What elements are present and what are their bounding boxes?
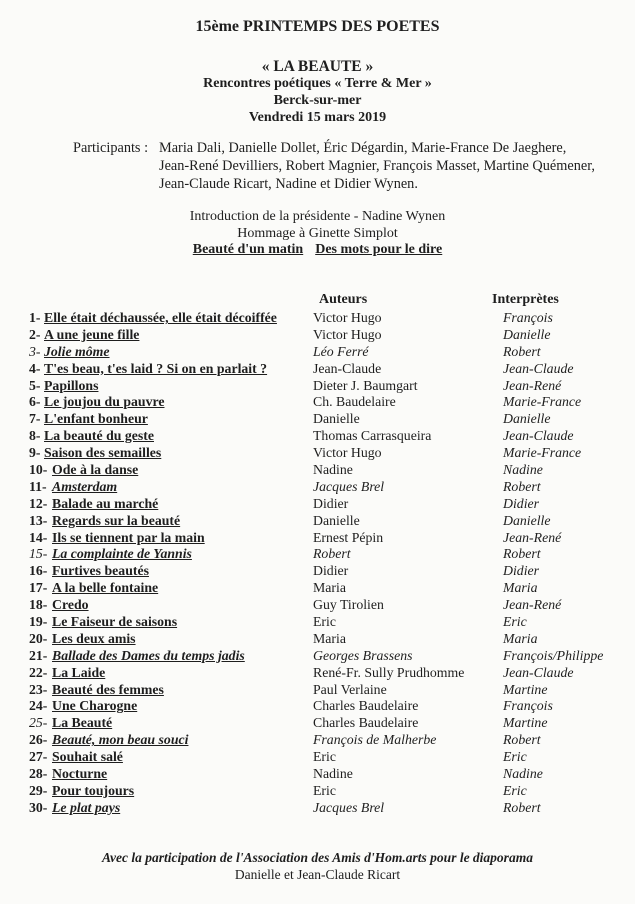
poem-title: Balade au marché <box>52 495 159 511</box>
programme-row <box>0 682 635 699</box>
poem-title: Jolie môme <box>44 343 110 359</box>
programme-row <box>0 513 635 530</box>
poem-performer: Nadine <box>503 462 543 478</box>
poem-author: Maria <box>313 580 346 596</box>
programme-row <box>0 665 635 682</box>
programme-row <box>0 749 635 766</box>
programme-row <box>0 310 635 327</box>
programme-number: 29- <box>29 782 48 798</box>
performers-column-header: Interprètes <box>492 292 559 307</box>
poem-performer: Martine <box>503 681 548 697</box>
programme-row <box>0 766 635 783</box>
programme-row <box>0 361 635 378</box>
poem-performer: Robert <box>503 343 541 359</box>
programme-number: 10- <box>29 462 48 478</box>
poem-title: Furtives beautés <box>52 563 149 579</box>
programme-number: 26- <box>29 732 48 748</box>
poem-author: Maria <box>313 630 346 646</box>
poem-performer: Maria <box>503 630 538 646</box>
programme-list <box>0 310 635 817</box>
poem-title: Ballade des Dames du temps jadis <box>52 647 245 663</box>
programme-number: 16- <box>29 563 48 579</box>
programme-number: 30- <box>29 799 48 815</box>
poem-author: Charles Baudelaire <box>313 698 419 714</box>
poem-performer: Danielle <box>503 411 551 427</box>
poem-author: François de Malherbe <box>313 732 437 748</box>
poem-performer: François <box>503 698 553 714</box>
programme-row <box>0 715 635 732</box>
poem-performer: Robert <box>503 732 541 748</box>
intro-tribute: Hommage à Ginette Simplot <box>237 226 398 241</box>
poem-performer: Jean-René <box>503 377 562 393</box>
poem-author: Ch. Baudelaire <box>313 394 396 410</box>
poem-author: Eric <box>313 749 336 765</box>
programme-number: 23- <box>29 681 48 697</box>
poem-author: René-Fr. Sully Prudhomme <box>313 664 465 680</box>
programme-number: 1- <box>29 310 41 325</box>
poem-performer: Danielle <box>503 326 551 342</box>
poem-title: La beauté du geste <box>44 428 154 444</box>
programme-number: 17- <box>29 580 48 596</box>
poem-author: Jacques Brel <box>313 478 385 494</box>
poem-title: Regards sur la beauté <box>52 512 181 528</box>
poem-performer: Didier <box>503 563 540 579</box>
poem-author: Thomas Carrasqueira <box>313 428 432 444</box>
poem-performer: Marie-France <box>503 445 582 461</box>
programme-row <box>0 563 635 580</box>
programme-row <box>0 445 635 462</box>
programme-row <box>0 614 635 631</box>
poem-title: Le joujou du pauvre <box>44 394 165 410</box>
poem-author: Eric <box>313 782 336 798</box>
poem-title: Une Charogne <box>52 698 138 714</box>
poem-title: Saison des semailles <box>44 445 162 461</box>
poem-title: Ode à la danse <box>52 462 139 478</box>
poem-author: Didier <box>313 563 349 579</box>
intro-title-link: Beauté d'un matin <box>192 242 304 257</box>
poem-author: Georges Brassens <box>313 647 413 663</box>
poem-title: A une jeune fille <box>44 326 140 342</box>
programme-number: 7- <box>29 411 41 427</box>
poem-author: Dieter J. Baumgart <box>313 377 418 393</box>
poem-title: Les deux amis <box>52 630 136 646</box>
poem-performer: Eric <box>503 614 527 630</box>
poem-performer: Martine <box>503 715 548 731</box>
programme-row <box>0 378 635 395</box>
poem-performer: Marie-France <box>503 394 582 410</box>
programme-row <box>0 394 635 411</box>
programme-number: 22- <box>29 664 48 680</box>
edition-title: 15ème PRINTEMPS DES POETES <box>195 18 440 35</box>
poem-performer: Jean-Claude <box>503 428 574 444</box>
programme-row <box>0 698 635 715</box>
poem-author: Danielle <box>313 512 360 528</box>
event-date: Vendredi 15 mars 2019 <box>248 110 387 125</box>
poem-title: La Laide <box>52 664 106 680</box>
poem-title: Papillons <box>44 377 99 393</box>
poem-title: Ils se tiennent par la main <box>52 529 205 545</box>
participants-line: Jean-Claude Ricart, Nadine et Didier Wynen. <box>159 176 418 192</box>
programme-number: 15- <box>29 546 48 562</box>
poem-title: A la belle fontaine <box>52 580 159 596</box>
programme-row <box>0 530 635 547</box>
programme-number: 3- <box>29 343 41 359</box>
authors-column-header: Auteurs <box>319 292 368 307</box>
programme-row <box>0 800 635 817</box>
poem-title: T'es beau, t'es laid ? Si on en parlait ? <box>44 360 268 376</box>
intro-title-link: Des mots pour le dire <box>315 242 443 257</box>
programme-row <box>0 479 635 496</box>
poem-title: Elle était déchaussée, elle était décoiffée <box>44 310 277 325</box>
poem-title: Amsterdam <box>52 478 118 494</box>
programme-number: 28- <box>29 766 48 782</box>
poem-author: Ernest Pépin <box>313 529 384 545</box>
poem-performer: Jean-René <box>503 529 562 545</box>
poem-performer: Eric <box>503 749 527 765</box>
programme-row <box>0 648 635 665</box>
programme-row <box>0 496 635 513</box>
poem-author: Victor Hugo <box>313 310 382 325</box>
poem-performer: Didier <box>503 495 540 511</box>
participants-line: Jean-René Devilliers, Robert Magnier, François Masset, Martine Quémener, <box>159 158 595 174</box>
programme-row <box>0 783 635 800</box>
participants-line: Maria Dali, Danielle Dollet, Éric Dégardin, Marie-France De Jaeghere, <box>159 140 567 156</box>
poem-author: Victor Hugo <box>313 326 382 342</box>
programme-row <box>0 631 635 648</box>
programme-number: 27- <box>29 749 48 765</box>
programme-row <box>0 597 635 614</box>
poem-title: Nocturne <box>52 766 108 782</box>
programme-row <box>0 428 635 445</box>
programme-number: 2- <box>29 326 41 342</box>
footer-credit: Avec la participation de l'Association des Amis d'Hom.arts pour le diaporama <box>102 850 533 865</box>
poem-author: Guy Tirolien <box>313 597 384 613</box>
poem-title: Beauté, mon beau souci <box>52 732 189 748</box>
programme-row <box>0 327 635 344</box>
poem-author: Jean-Claude <box>313 360 382 376</box>
poem-title: Souhait salé <box>52 749 123 765</box>
programme-number: 18- <box>29 597 48 613</box>
poem-title: Pour toujours <box>52 782 135 798</box>
intro-president: Introduction de la présidente - Nadine Wynen <box>189 209 446 224</box>
poem-author: Victor Hugo <box>313 445 382 461</box>
programme-number: 8- <box>29 428 41 444</box>
poem-performer: François <box>503 310 553 325</box>
poem-author: Danielle <box>313 411 360 427</box>
poem-author: Léo Ferré <box>313 343 369 359</box>
programme-number: 11- <box>29 478 47 494</box>
poem-author: Jacques Brel <box>313 799 385 815</box>
poem-author: Robert <box>313 546 351 562</box>
poem-performer: Jean-René <box>503 597 562 613</box>
programme-row <box>0 580 635 597</box>
event-place: Berck-sur-mer <box>273 93 362 108</box>
poem-author: Charles Baudelaire <box>313 715 419 731</box>
programme-number: 5- <box>29 377 41 393</box>
poem-title: La Beauté <box>52 715 113 731</box>
poem-performer: Robert <box>503 478 541 494</box>
poem-author: Didier <box>313 495 349 511</box>
poem-performer: Jean-Claude <box>503 664 574 680</box>
poem-title: Beauté des femmes <box>52 681 164 697</box>
participants-label: Participants : <box>73 140 149 156</box>
programme-row <box>0 344 635 361</box>
poem-author: Paul Verlaine <box>313 681 387 697</box>
poem-title: La complainte de Yannis <box>52 546 192 562</box>
poem-performer: Robert <box>503 799 541 815</box>
poem-title: L'enfant bonheur <box>44 411 148 427</box>
poem-title: Le Faiseur de saisons <box>52 614 178 630</box>
programme-row <box>0 732 635 749</box>
poem-performer: Danielle <box>503 512 551 528</box>
programme-row <box>0 462 635 479</box>
poem-title: Credo <box>52 597 89 613</box>
poem-author: Eric <box>313 614 336 630</box>
programme-number: 14- <box>29 529 48 545</box>
poem-performer: Jean-Claude <box>503 360 574 376</box>
footer-names: Danielle et Jean-Claude Ricart <box>234 867 401 882</box>
event-subtitle: Rencontres poétiques « Terre & Mer » <box>203 76 432 91</box>
programme-number: 6- <box>29 394 41 410</box>
programme-number: 20- <box>29 630 48 646</box>
poem-performer: François/Philippe <box>503 647 604 663</box>
programme-number: 19- <box>29 614 48 630</box>
poem-performer: Maria <box>503 580 538 596</box>
theme-title: « LA BEAUTE » <box>261 58 374 75</box>
poem-author: Nadine <box>313 766 353 782</box>
poem-author: Nadine <box>313 462 353 478</box>
programme-row <box>0 411 635 428</box>
poem-performer: Nadine <box>503 766 543 782</box>
programme-number: 24- <box>29 698 48 714</box>
poem-title: Le plat pays <box>52 799 121 815</box>
programme-number: 9- <box>29 445 41 461</box>
poem-performer: Robert <box>503 546 541 562</box>
programme-number: 13- <box>29 512 48 528</box>
programme-number: 21- <box>29 647 48 663</box>
intro-titles <box>0 242 635 258</box>
programme-row <box>0 546 635 563</box>
programme-number: 12- <box>29 495 48 511</box>
programme-number: 25- <box>29 715 48 731</box>
programme-number: 4- <box>29 360 41 376</box>
poem-performer: Eric <box>503 782 527 798</box>
